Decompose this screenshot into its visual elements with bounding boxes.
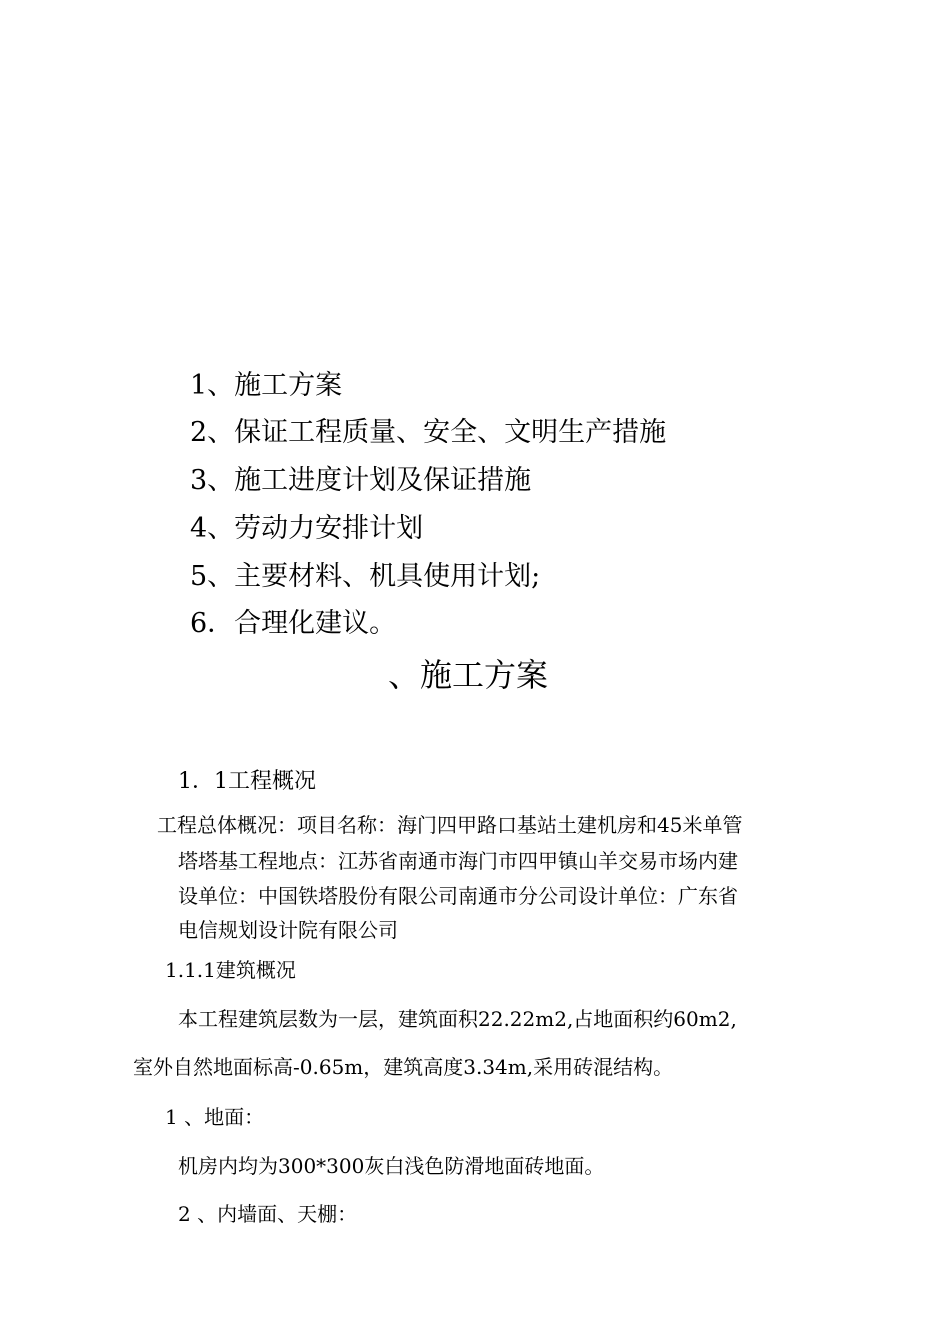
subsection-heading-1-1: 1．1工程概况 <box>178 769 316 794</box>
toc-item-4: 4、劳动力安排计划 <box>190 513 424 544</box>
building-paragraph-line-1: 本工程建筑层数为一层，建筑面积22.22m2,占地面积约60m2, <box>178 1007 737 1031</box>
toc-item-3: 3、施工进度计划及保证措施 <box>190 465 532 496</box>
subsection-heading-1-1-1: 1.1.1建筑概况 <box>165 958 296 982</box>
toc-item-1: 1、施工方案 <box>190 370 343 401</box>
overview-line-4: 电信规划设计院有限公司 <box>178 918 398 942</box>
item-2-title: 2 、内墙面、天棚： <box>178 1202 358 1226</box>
item-1-text: 机房内均为300*300灰白浅色防滑地面砖地面。 <box>178 1154 605 1178</box>
section-title: 、施工方案 <box>388 656 549 694</box>
building-paragraph-line-2: 室外自然地面标高-0.65m，建筑高度3.34m,采用砖混结构。 <box>133 1055 674 1079</box>
toc-item-5: 5、主要材料、机具使用计划; <box>190 561 541 592</box>
overview-line-2: 塔塔基工程地点：江苏省南通市海门市四甲镇山羊交易市场内建 <box>178 849 738 873</box>
overview-line-3: 设单位：中国铁塔股份有限公司南通市分公司设计单位：广东省 <box>178 884 738 908</box>
toc-item-6: 6．合理化建议。 <box>190 608 397 639</box>
item-1-title: 1 、地面： <box>165 1105 265 1129</box>
overview-line-1: 工程总体概况：项目名称：海门四甲路口基站土建机房和45米单管 <box>157 813 743 837</box>
toc-item-2: 2、保证工程质量、安全、文明生产措施 <box>190 417 667 448</box>
